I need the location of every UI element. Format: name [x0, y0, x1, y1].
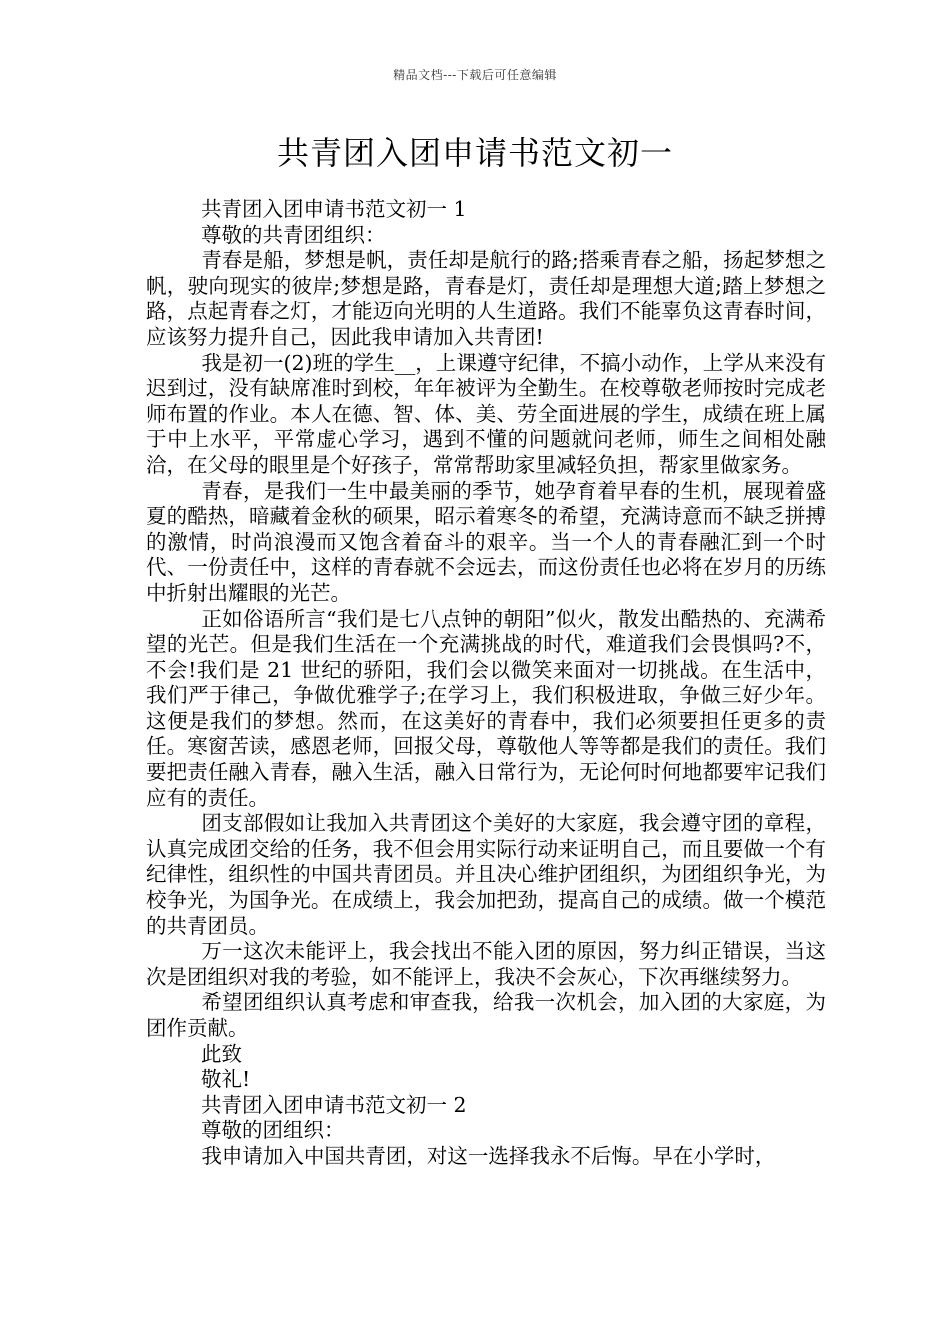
- body-paragraph: 正如俗语所言“我们是七八点钟的朝阳”似火，散发出酷热的、充满希望的光芒。但是我们生活在一个充满挑战的时代，难道我们会畏惧吗?不，不会!我们是 21 世纪的骄阳，我们会以微笑来面对一切挑战。在生活中，我们严于律己，争做优雅学子;在学习上，我们积极进取，争做三好少年。这便是我们的梦想。然而，在这美好的青春中，我们必须要担任更多的责任。寒窗苦读，感恩老师，回报父母，尊敬他人等等都是我们的责任。我们要把责任融入青春，融入生活，融入日常行为，无论何时何地都要牢记我们应有的责任。: [146, 606, 826, 810]
- closing-line: 敬礼!: [201, 1067, 251, 1092]
- body-paragraph: 万一这次未能评上，我会找出不能入团的原因，努力纠正错误，当这次是团组织对我的考验，如不能评上，我决不会灰心，下次再继续努力。: [146, 939, 826, 989]
- body-paragraph: 我申请加入中国共青团，对这一选择我永不后悔。早在小学时，: [201, 1143, 776, 1168]
- section-heading: 共青团入团申请书范文初一 1: [201, 197, 467, 221]
- body-paragraph: 我是初一(2)班的学生__，上课遵守纪律，不搞小动作，上学从来没有迟到过，没有缺席准时到校，年年被评为全勤生。在校尊敬老师按时完成老师布置的作业。本人在德、智、体、美、劳全面进展的学生，成绩在班上属于中上水平，平常虚心学习，遇到不懂的问题就问老师，师生之间相处融洽，在父母的眼里是个好孩子，常常帮助家里减轻负担，帮家里做家务。: [146, 350, 826, 477]
- header-note: 精品文档---下载后可任意编辑: [393, 68, 557, 82]
- body-paragraph: 希望团组织认真考虑和审查我，给我一次机会，加入团的大家庭，为团作贡献。: [146, 990, 826, 1040]
- closing-line: 此致: [201, 1041, 242, 1066]
- body-paragraph: 青春，是我们一生中最美丽的季节，她孕育着早春的生机，展现着盛夏的酷热，暗藏着金秋的硕果，昭示着寒冬的希望，充满诗意而不缺乏拼搏的激情，时尚浪漫而又饱含着奋斗的艰辛。当一个人的青春融汇到一个时代、一份责任中，这样的青春就不会远去，而这份责任也必将在岁月的历练中折射出耀眼的光芒。: [146, 478, 826, 605]
- body-paragraph: 团支部假如让我加入共青团这个美好的大家庭，我会遵守团的章程，认真完成团交给的任务，我不但会用实际行动来证明自己，而且要做一个有纪律性，组织性的中国共青团员。并且决心维护团组织，为团组织争光，为校争光，为国争光。在成绩上，我会加把劲，提高自己的成绩。做一个模范的共青团员。: [146, 811, 826, 938]
- section-heading: 共青团入团申请书范文初一 2: [201, 1092, 467, 1117]
- salutation: 尊敬的共青团组织：: [201, 222, 386, 247]
- document-body: [146, 197, 826, 1170]
- body-paragraph: 青春是船，梦想是帆，责任却是航行的路;搭乘青春之船，扬起梦想之帆，驶向现实的彼岸;梦想是路，青春是灯，责任却是理想大道;踏上梦想之路，点起青春之灯，才能迈向光明的人生道路。我们不能辜负这青春时间，应该努力提升自己，因此我申请加入共青团!: [146, 248, 826, 349]
- document-title: 共青团入团申请书范文初一: [276, 134, 673, 172]
- salutation: 尊敬的团组织：: [201, 1118, 345, 1143]
